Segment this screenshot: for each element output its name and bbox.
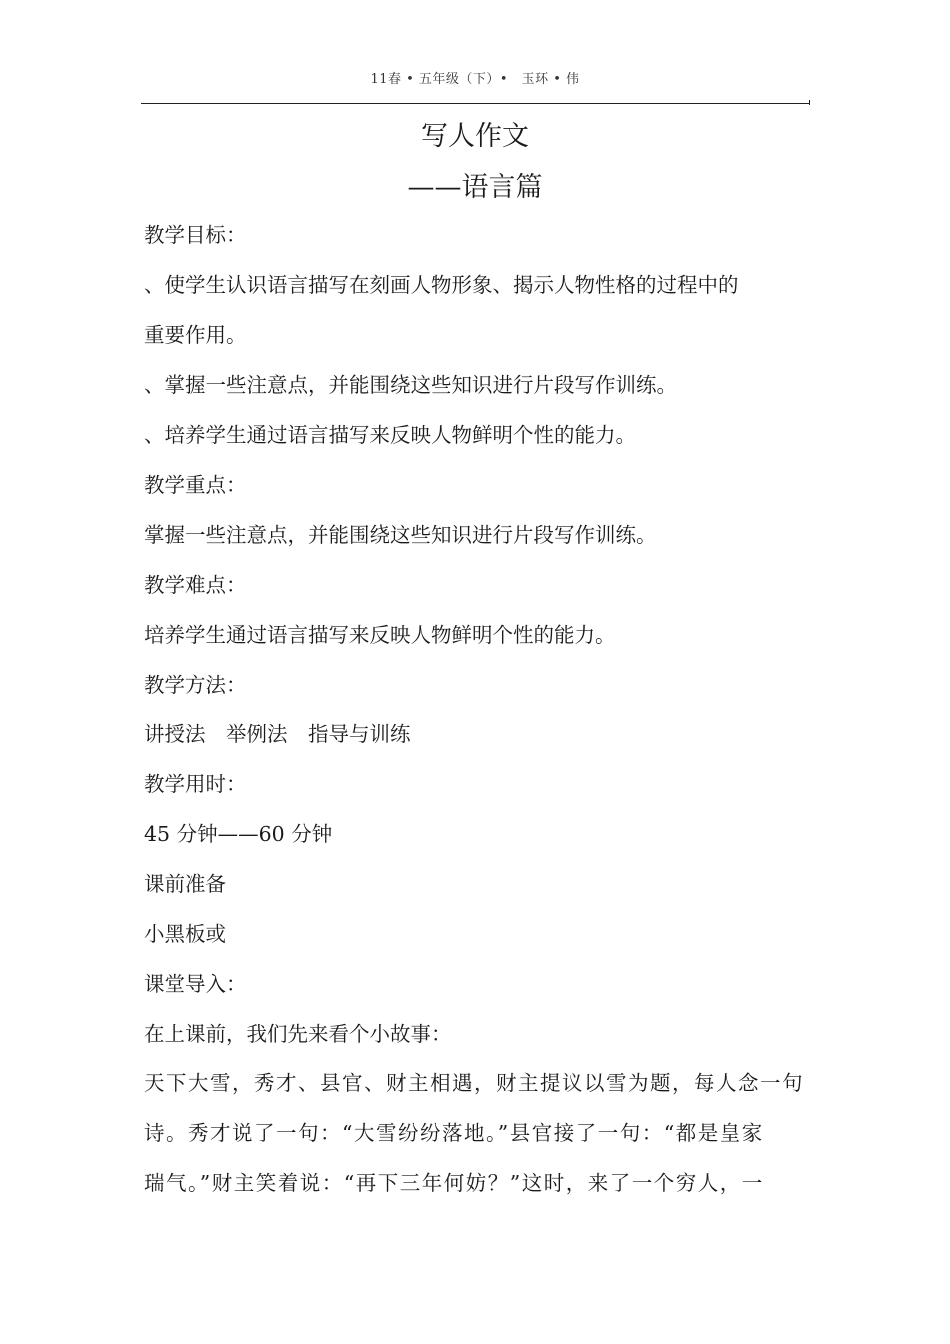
heading-objectives: 教学目标： (144, 223, 247, 247)
objective-1: 、使学生认识语言描写在刻画人物形象、揭示人物性格的过程中的 (144, 273, 739, 297)
story-line-3: 瑞气。”财主笑着说：“再下三年何妨？”这时，来了一个穷人，一 (144, 1171, 764, 1195)
heading-difficulties: 教学难点： (144, 573, 247, 597)
document-subtitle: ——语言篇 (407, 172, 543, 203)
header-rule-tick (809, 100, 810, 105)
story-line-1: 天下大雪，秀才、县官、财主相遇，财主提议以雪为题，每人念一句 (144, 1071, 804, 1095)
difficulties-text: 培养学生通过语言描写来反映人物鲜明个性的能力。 (144, 623, 616, 647)
page-header: 11春 • 五年级（下）• 玉环 • 伟 (370, 72, 580, 87)
objective-2: 、掌握一些注意点，并能围绕这些知识进行片段写作训练。 (144, 373, 677, 397)
header-rule (141, 103, 810, 104)
heading-methods: 教学方法： (144, 673, 247, 697)
document-title: 写人作文 (421, 121, 529, 152)
methods-text: 讲授法 举例法 指导与训练 (144, 722, 411, 746)
preparation-text: 小黑板或 (144, 922, 226, 946)
heading-introduction: 课堂导入： (144, 972, 247, 996)
key-points-text: 掌握一些注意点，并能围绕这些知识进行片段写作训练。 (144, 523, 657, 547)
heading-duration: 教学用时： (144, 772, 247, 796)
duration-text: 45 分钟——60 分钟 (144, 822, 333, 846)
objective-1-cont: 重要作用。 (144, 323, 247, 347)
introduction-text: 在上课前，我们先来看个小故事： (144, 1022, 452, 1046)
story-line-2: 诗。秀才说了一句：“大雪纷纷落地。”县官接了一句：“都是皇家 (144, 1121, 764, 1145)
heading-key-points: 教学重点： (144, 473, 247, 497)
objective-3: 、培养学生通过语言描写来反映人物鲜明个性的能力。 (144, 423, 636, 447)
heading-preparation: 课前准备 (144, 872, 226, 896)
